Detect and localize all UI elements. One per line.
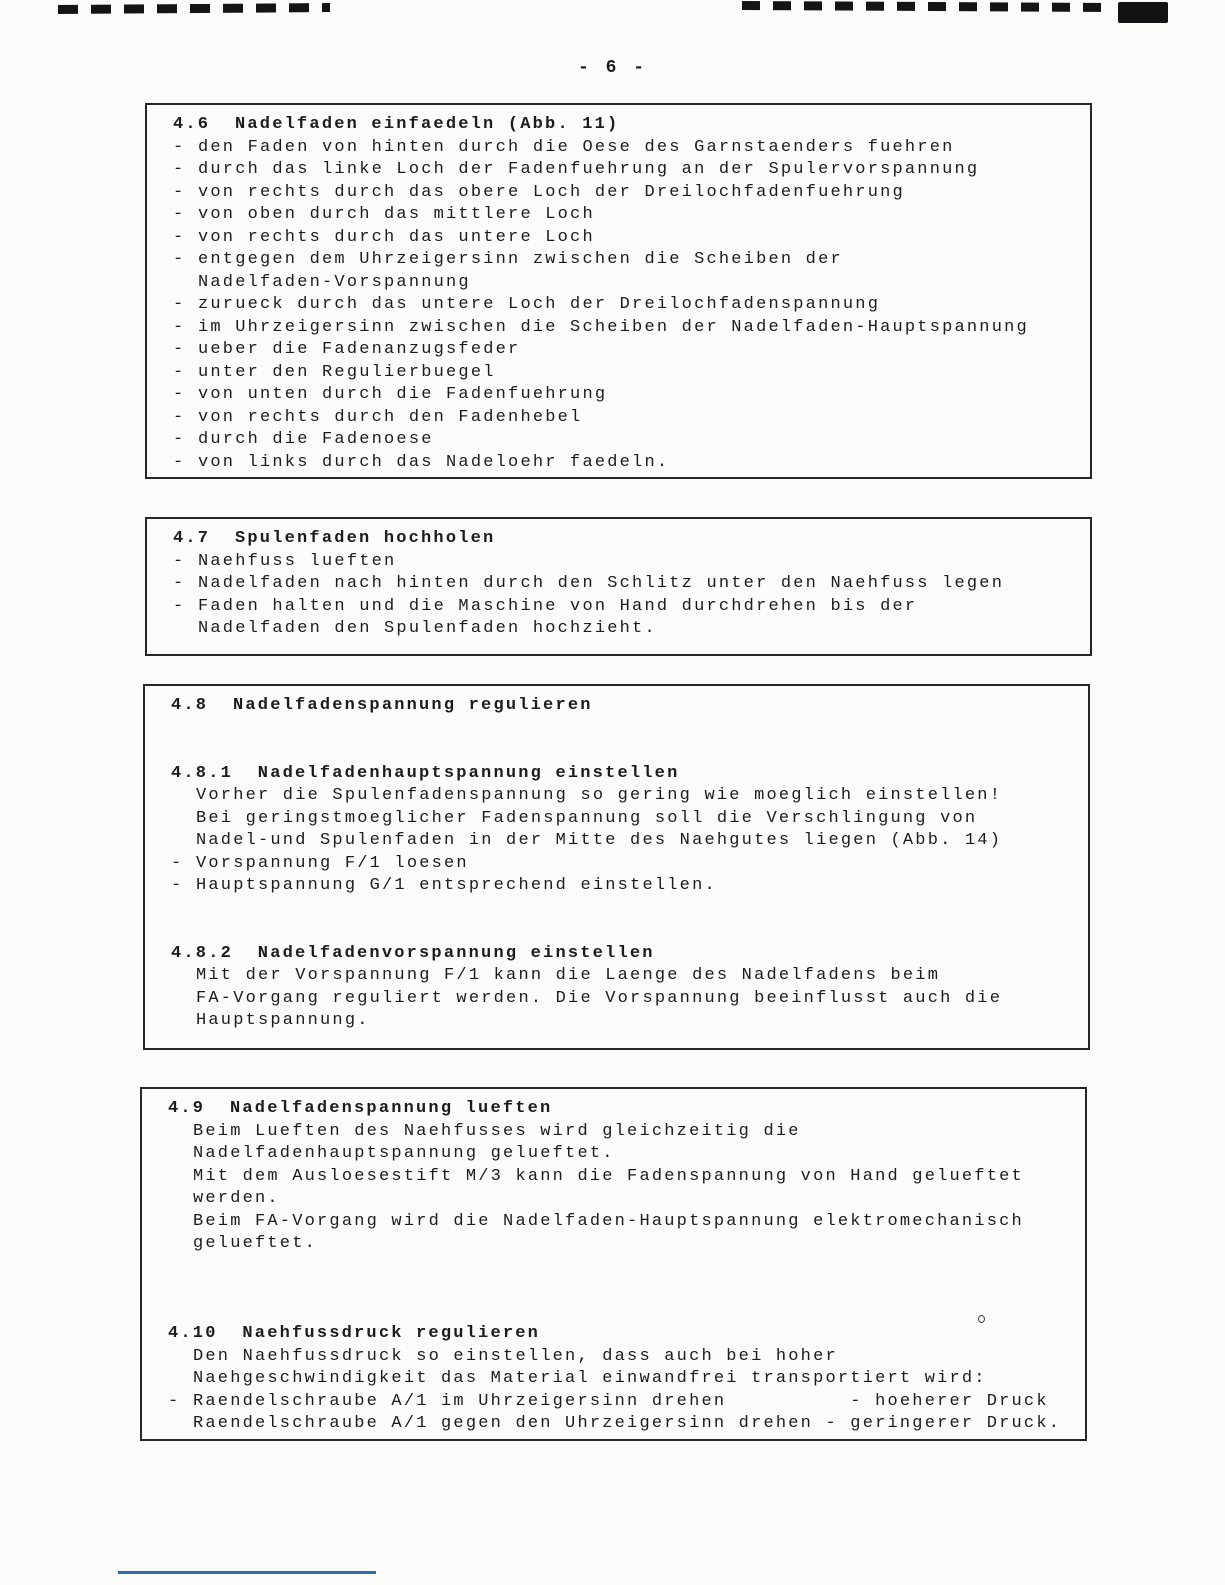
section-box-4-9-4-10 <box>140 1087 1087 1441</box>
text-line <box>171 808 1074 831</box>
text-line <box>171 853 1074 876</box>
blank-line <box>171 718 1074 741</box>
section-box-4-8 <box>143 684 1090 1050</box>
section-heading: 4.7 Spulenfaden hochholen <box>173 529 496 548</box>
bullet-marker <box>168 1413 193 1436</box>
bullet-marker <box>171 965 196 988</box>
bullet-marker: - <box>173 205 186 224</box>
text-line <box>168 1143 1071 1166</box>
line-text: von rechts durch das obere Loch der Dreilochfadenfuehrung <box>198 182 905 202</box>
blank-line <box>168 1278 1071 1301</box>
scan-artifact-blue-underline <box>118 1571 376 1574</box>
line-text: Vorspannung F/1 loesen <box>196 853 469 873</box>
blank-line <box>171 898 1074 921</box>
text-line <box>168 1391 1071 1414</box>
section-heading: 4.6 Nadelfaden einfaedeln (Abb. 11) <box>173 115 620 134</box>
page-number: - 6 - <box>577 58 647 78</box>
bullet-marker: - <box>173 182 186 202</box>
blank-line <box>171 740 1074 763</box>
line-text: den Faden von hinten durch die Oese des Garnstaenders fuehren <box>198 137 955 157</box>
line-text: ueber die Fadenanzugsfeder <box>198 340 521 359</box>
line-text: FA-Vorgang reguliert werden. Die Vorspannung beeinflusst auch die <box>196 988 1003 1008</box>
line-text: Bei geringstmoeglicher Fadenspannung soll die Verschlingung von <box>196 808 978 828</box>
text-line <box>168 1166 1071 1189</box>
bullet-marker: - <box>173 160 186 179</box>
bullet-marker <box>171 988 196 1011</box>
text-line <box>173 182 1076 205</box>
line-text: von unten durch die Fadenfuehrung <box>198 385 608 404</box>
line-text: unter den Regulierbuegel <box>198 362 496 382</box>
bullet-marker <box>168 1346 193 1369</box>
line-text: von rechts durch den Fadenhebel <box>198 407 583 427</box>
line-text: von rechts durch das untere Loch <box>198 227 595 247</box>
text-line <box>168 1211 1071 1234</box>
line-text: durch die Fadenoese <box>198 430 434 449</box>
line-text: Nadelfaden nach hinten durch den Schlitz unter den Naehfuss legen <box>198 574 1005 593</box>
blank-line <box>171 920 1074 943</box>
line-text: Nadelfaden-Vorspannung <box>198 272 471 292</box>
bullet-marker <box>171 1010 196 1033</box>
bullet-marker: - <box>173 250 186 269</box>
line-text: Raendelschraube A/1 gegen den Uhrzeigersinn drehen - geringerer Druck. <box>193 1414 1062 1433</box>
text-line <box>168 1346 1071 1369</box>
bullet-marker <box>173 272 198 295</box>
text-line <box>173 294 1076 317</box>
bullet-marker <box>171 808 196 831</box>
section-heading: 4.10 Naehfussdruck regulieren <box>168 1324 541 1343</box>
text-line <box>171 830 1074 853</box>
text-line <box>173 551 1076 574</box>
scan-artifact-dashes-top-left <box>58 3 330 14</box>
bullet-marker: - <box>171 876 184 895</box>
text-line <box>173 596 1076 619</box>
bullet-marker: - <box>173 340 186 359</box>
bullet-marker <box>168 1143 193 1166</box>
bullet-marker <box>171 830 196 853</box>
section-box-4-7 <box>145 517 1092 656</box>
line-text: Den Naehfussdruck so einstellen, dass auch bei hoher <box>193 1346 838 1366</box>
line-text: Mit dem Ausloesestift M/3 kann die Fadenspannung von Hand gelueftet <box>193 1166 1024 1186</box>
bullet-marker: - <box>173 430 186 449</box>
text-line <box>173 384 1076 407</box>
line-text: Raendelschraube A/1 im Uhrzeigersinn drehen - hoeherer Druck <box>193 1391 1049 1411</box>
text-line <box>173 618 1076 641</box>
text-line <box>173 429 1076 452</box>
bullet-marker: - <box>173 452 186 472</box>
bullet-marker <box>168 1188 193 1211</box>
text-line <box>171 1010 1074 1033</box>
line-text: gelueftet. <box>193 1234 318 1253</box>
bullet-marker <box>168 1368 193 1391</box>
text-line <box>171 965 1074 988</box>
line-text: Nadelfadenhauptspannung gelueftet. <box>193 1144 615 1163</box>
section-heading: 4.9 Nadelfadenspannung lueften <box>168 1099 553 1118</box>
text-line <box>173 227 1076 250</box>
bullet-marker: - <box>171 853 184 873</box>
bullet-marker: - <box>173 362 186 382</box>
scan-artifact-ink-blob <box>1118 2 1168 23</box>
text-line <box>171 785 1074 808</box>
text-line <box>173 573 1076 596</box>
line-text: von oben durch das mittlere Loch <box>198 205 595 224</box>
line-text: Naehgeschwindigkeit das Material einwandfrei transportiert wird: <box>193 1369 987 1388</box>
bullet-marker: - <box>173 317 186 337</box>
text-line <box>168 1188 1071 1211</box>
text-line <box>171 988 1074 1011</box>
line-text: entgegen dem Uhrzeigersinn zwischen die Scheiben der <box>198 250 843 269</box>
scan-artifact-dashes-top-right <box>742 1 1114 12</box>
bullet-marker: - <box>173 385 186 404</box>
bullet-marker: - <box>173 227 186 247</box>
section-heading: 4.8.1 Nadelfadenhauptspannung einstellen <box>171 763 680 783</box>
line-text: Mit der Vorspannung F/1 kann die Laenge des Nadelfadens beim <box>196 966 941 985</box>
text-line <box>171 875 1074 898</box>
text-line <box>173 407 1076 430</box>
line-text: Vorher die Spulenfadenspannung so gering wie moeglich einstellen! <box>196 786 1003 805</box>
section-heading: 4.8 Nadelfadenspannung regulieren <box>171 696 593 715</box>
line-text: Nadel-und Spulenfaden in der Mitte des Naehgutes liegen (Abb. 14) <box>196 831 1003 850</box>
bullet-marker <box>168 1233 193 1256</box>
bullet-marker: - <box>173 596 186 616</box>
bullet-marker: - <box>168 1391 181 1411</box>
text-line <box>173 137 1076 160</box>
line-text: Hauptspannung G/1 entsprechend einstellen. <box>196 876 717 895</box>
text-line <box>173 339 1076 362</box>
section-box-4-6 <box>145 103 1092 479</box>
text-line <box>173 452 1076 475</box>
bullet-marker <box>168 1121 193 1144</box>
bullet-marker: - <box>173 137 186 157</box>
text-line <box>173 317 1076 340</box>
line-text: Faden halten und die Maschine von Hand durchdrehen bis der <box>198 596 918 616</box>
line-text: Nadelfaden den Spulenfaden hochzieht. <box>198 619 657 638</box>
line-text: Beim Lueften des Naehfusses wird gleichzeitig die <box>193 1121 801 1141</box>
blank-line <box>168 1301 1071 1324</box>
line-text: Beim FA-Vorgang wird die Nadelfaden-Hauptspannung elektromechanisch <box>193 1211 1024 1231</box>
line-text: Hauptspannung. <box>196 1011 370 1030</box>
bullet-marker: - <box>173 551 186 571</box>
text-line <box>173 204 1076 227</box>
section-heading: 4.8.2 Nadelfadenvorspannung einstellen <box>171 943 655 963</box>
text-line <box>173 159 1076 182</box>
text-line <box>168 1413 1071 1436</box>
line-text: zurueck durch das untere Loch der Dreilochfadenspannung <box>198 295 881 314</box>
text-line <box>168 1233 1071 1256</box>
line-text: werden. <box>193 1189 280 1208</box>
bullet-marker <box>168 1211 193 1234</box>
text-line <box>173 249 1076 272</box>
text-line <box>173 272 1076 295</box>
line-text: Naehfuss lueften <box>198 551 397 571</box>
bullet-marker: - <box>173 574 186 593</box>
bullet-marker: - <box>173 295 186 314</box>
bullet-marker <box>171 785 196 808</box>
line-text: durch das linke Loch der Fadenfuehrung an der Spulervorspannung <box>198 160 980 179</box>
text-line <box>168 1121 1071 1144</box>
text-line <box>173 362 1076 385</box>
bullet-marker: - <box>173 407 186 427</box>
bullet-marker <box>173 618 198 641</box>
blank-line <box>168 1256 1071 1279</box>
text-line <box>168 1368 1071 1391</box>
line-text: im Uhrzeigersinn zwischen die Scheiben der Nadelfaden-Hauptspannung <box>198 317 1029 337</box>
line-text: von links durch das Nadeloehr faedeln. <box>198 452 670 472</box>
bullet-marker <box>168 1166 193 1189</box>
